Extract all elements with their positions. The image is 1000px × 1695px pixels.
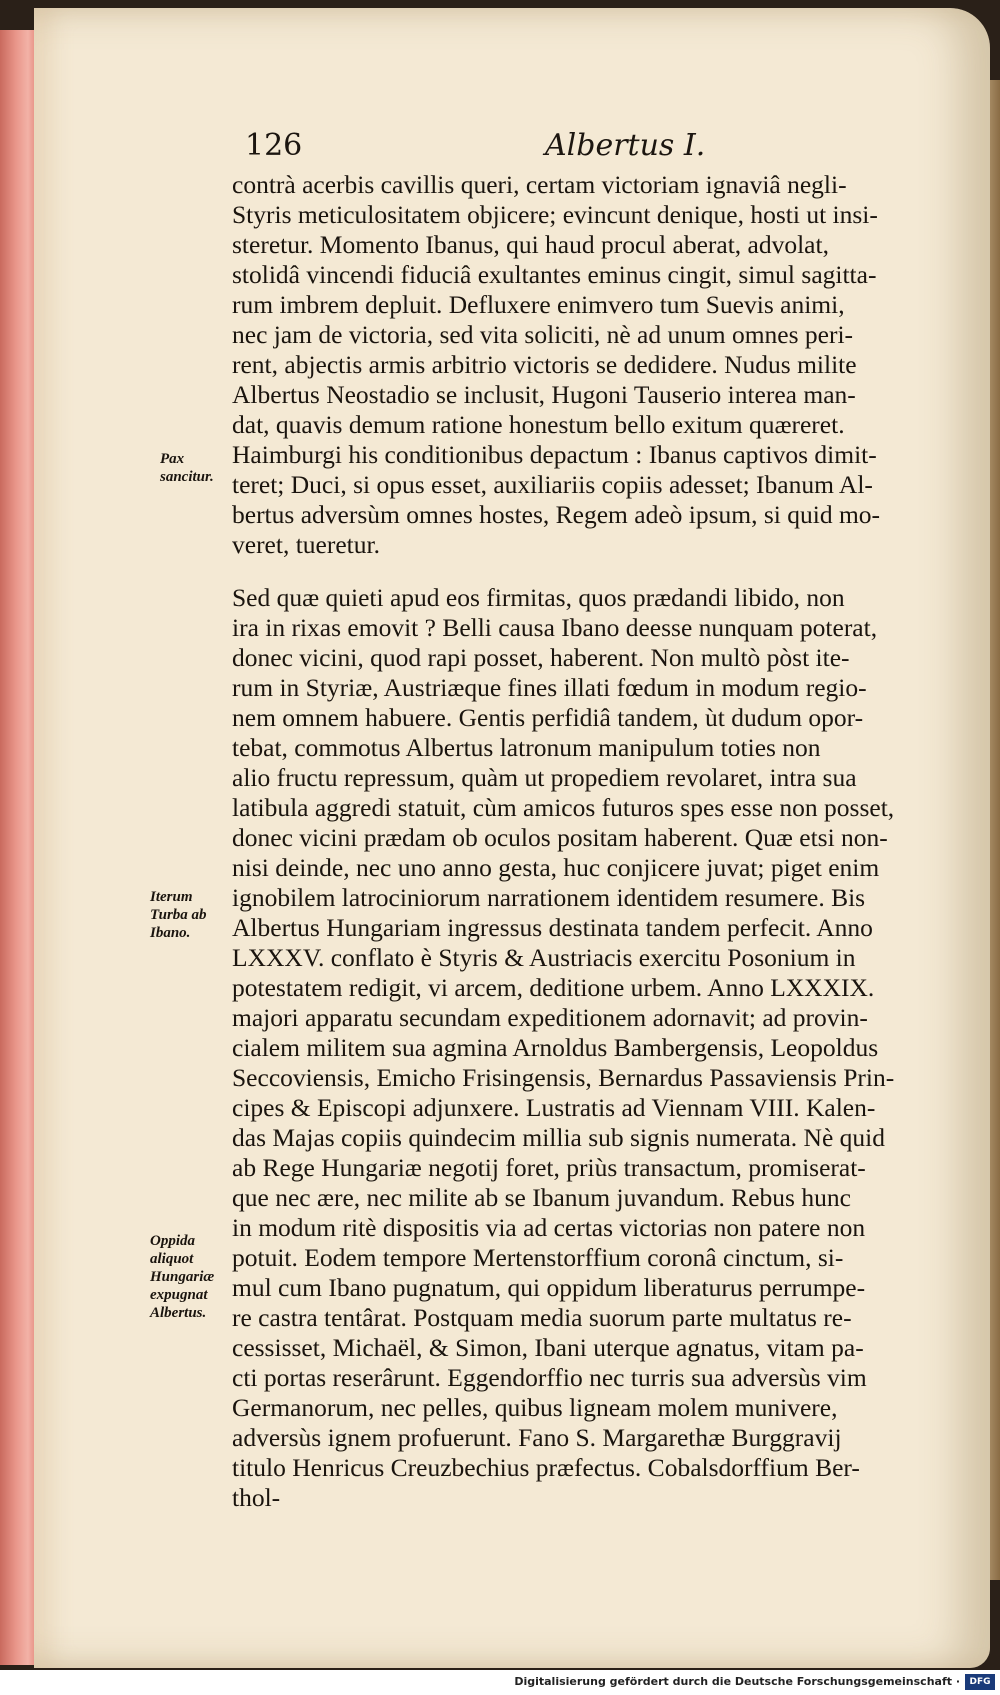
text-line: alio fructu repressum, quàm ut propediem revolaret, intra sua (232, 763, 857, 792)
text-line: Haimburgi his conditionibus depactum : Ibanus captivos dimit- (232, 440, 877, 469)
text-line: in modum ritè dispositis via ad certas victorias non patere non (232, 1213, 866, 1242)
text-line: titulo Henricus Creuzbechius præfectus. Cobalsdorffium Ber- (232, 1453, 860, 1482)
text-line: cialem militem sua agmina Arnoldus Bambergensis, Leopoldus (232, 1033, 879, 1062)
text-line: Sed quæ quieti apud eos firmitas, quos prædandi libido, non (232, 583, 845, 612)
text-line: Styris meticulositatem objicere; evincunt denique, hosti ut insi- (232, 200, 878, 229)
text-line: stolidâ vincendi fiduciâ exultantes eminus cingit, simul sagitta- (232, 260, 877, 289)
text-line: Seccoviensis, Emicho Frisingensis, Bernardus Passaviensis Prin- (232, 1063, 895, 1092)
footer-credit: Digitalisierung gefördert durch die Deutsche Forschungsgemeinschaft · (514, 1675, 960, 1688)
text-line: Albertus Hungariam ingressus destinata tandem perfecit. Anno (232, 913, 873, 942)
text-line: tebat, commotus Albertus latronum manipulum toties non (232, 733, 821, 762)
margin-note-pax: Pax sancitur. (160, 451, 214, 485)
text-line: donec vicini prædam ob oculos positam haberent. Quæ etsi non- (232, 823, 888, 852)
text-line: cti portas reserârunt. Eggendorffio nec turris sua adversùs vim (232, 1363, 867, 1392)
page-header (245, 128, 745, 168)
text-line: bertus adversùm omnes hostes, Regem adeò ipsum, si quid mo- (232, 500, 881, 529)
text-line: steretur. Momento Ibanus, qui haud procul aberat, advolat, (232, 230, 829, 259)
margin-note-oppida: Oppida aliquot Hungariæ expugnat Albertus. (150, 1233, 215, 1321)
text-line: cessisset, Michaël, & Simon, Ibani uterque agnatus, vitam pa- (232, 1333, 864, 1362)
text-line: rum in Styriæ, Austriæque fines illati fœdum in modum regio- (232, 673, 867, 702)
text-line: nec jam de victoria, sed vita soliciti, nè ad unum omnes peri- (232, 320, 854, 349)
text-line: cipes & Episcopi adjunxere. Lustratis ad Viennam VIII. Kalen- (232, 1093, 876, 1122)
text-line: nisi deinde, nec uno anno gesta, huc conjicere juvat; piget enim (232, 853, 880, 882)
text-line: ira in rixas emovit ? Belli causa Ibano deesse nunquam poterat, (232, 613, 878, 642)
text-line: teret; Duci, si opus esset, auxiliariis copiis adesset; Ibanum Al- (232, 470, 873, 499)
paragraph-1 (232, 170, 972, 560)
footer (0, 1671, 1000, 1695)
text-line: das Majas copiis quindecim millia sub signis numerata. Nè quid (232, 1123, 885, 1152)
text-line: ab Rege Hungariæ negotij foret, priùs transactum, promiserat- (232, 1153, 866, 1182)
text-line: re castra tentârat. Postquam media suorum parte multatus re- (232, 1303, 852, 1332)
text-line: que nec ære, nec milite ab se Ibanum juvandum. Rebus hunc (232, 1183, 851, 1212)
text-line: rent, abjectis armis arbitrio victoris se dedidere. Nudus milite (232, 350, 857, 379)
text-line: mul cum Ibano pugnatum, qui oppidum liberaturus perrumpe- (232, 1273, 866, 1302)
text-line: LXXXV. conflato è Styris & Austriacis exercitu Posonium in (232, 943, 856, 972)
text-line: donec vicini, quod rapi posset, haberent. Non multò pòst ite- (232, 643, 850, 672)
dfg-logo: DFG (965, 1674, 995, 1690)
text-line: rum imbrem depluit. Defluxere enimvero tum Suevis animi, (232, 290, 845, 319)
text-line: potuit. Eodem tempore Mertenstorffium coronâ cinctum, si- (232, 1243, 844, 1272)
page-number: 126 (245, 128, 303, 163)
text-line: majori apparatu secundam expeditionem adornavit; ad provin- (232, 1003, 868, 1032)
text-line: adversùs ignem profuerunt. Fano S. Margarethæ Burggravij (232, 1423, 842, 1452)
text-line: Germanorum, nec pelles, quibus ligneam molem munivere, (232, 1393, 838, 1422)
text-line: Albertus Neostadio se inclusit, Hugoni Tauserio interea man- (232, 380, 856, 409)
text-line: contrà acerbis cavillis queri, certam victoriam ignaviâ negli- (232, 170, 847, 199)
text-line: veret, tueretur. (232, 530, 380, 559)
text-line: ignobilem latrociniorum narrationem identidem resumere. Bis (232, 883, 866, 912)
margin-note-iterum: Iterum Turba ab Ibano. (150, 889, 207, 941)
text-line: thol- (232, 1483, 281, 1512)
running-head: Albertus I. (545, 128, 706, 163)
paragraph-2 (232, 583, 972, 1513)
text-line: dat, quavis demum ratione honestum bello exitum quæreret. (232, 410, 845, 439)
text-line: potestatem redigit, vi arcem, deditione urbem. Anno LXXXIX. (232, 973, 875, 1002)
text-line: nem omnem habuere. Gentis perfidiâ tandem, ùt dudum opor- (232, 703, 864, 732)
text-line: latibula aggredi statuit, cùm amicos futuros spes esse non posset, (232, 793, 895, 822)
